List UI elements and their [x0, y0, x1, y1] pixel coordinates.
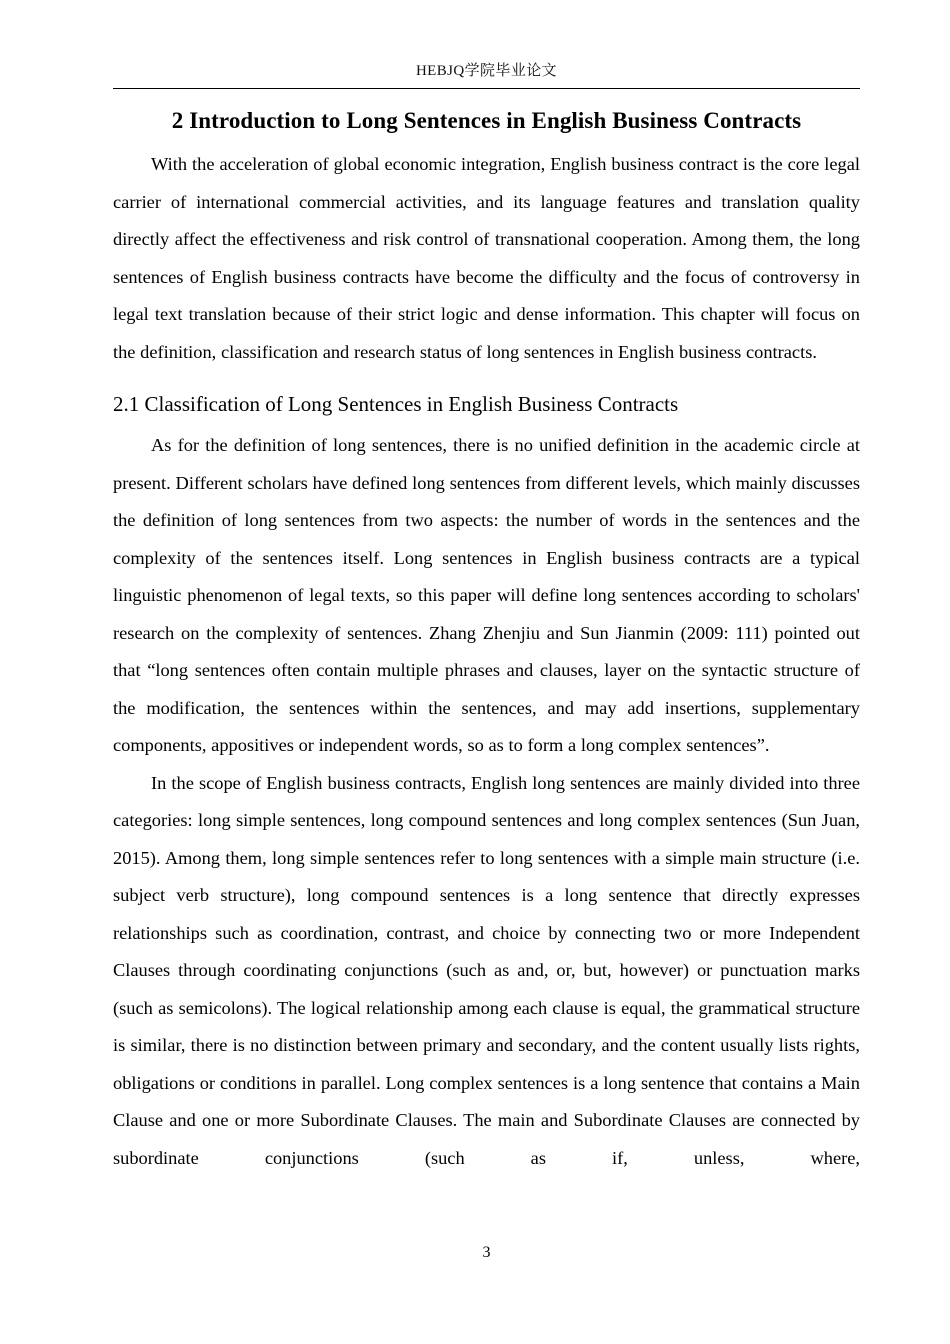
page-content	[113, 104, 860, 1177]
running-header-text: HEBJQ学院毕业论文	[415, 63, 558, 79]
paragraph-definition: As for the definition of long sentences, there is no unified definition in the academic circle at present. Different scholars have defined long sentences from different levels, which mainly discusses the definition of long sentences from two aspects: the number of words in the sentences and the complexity of the sentences itself. Long sentences in English business contracts are a typical linguistic phenomenon of legal texts, so this paper will define long sentences according to scholars' research on the complexity of sentences. Zhang Zhenjiu and Sun Jianmin (2009: 111) pointed out that “long sentences often contain multiple phrases and clauses, layer on the syntactic structure of the modification, the sentences within the sentences, and may add insertions, supplementary components, appositives or independent words, so as to form a long complex sentences”.	[113, 435, 860, 755]
section-heading-2-1: 2.1 Classification of Long Sentences in English Business Contracts	[113, 392, 679, 416]
running-header	[113, 62, 860, 81]
page-footer	[113, 1243, 860, 1263]
header-divider	[113, 88, 860, 89]
paragraph-categories: In the scope of English business contracts, English long sentences are mainly divided into three categories: long simple sentences, long compound sentences and long complex sentences (Sun Juan, 2015). Among them, long simple sentences refer to long sentences with a simple main structure (i.e. subject verb structure), long compound sentences is a long sentence that directly expresses relationships such as coordination, contrast, and choice by connecting two or more Independent Clauses through coordinating conjunctions (such as and, or, but, however) or punctuation marks (such as semicolons). The logical relationship among each clause is equal, the grammatical structure is similar, there is no distinction between primary and secondary, and the content usually lists rights, obligations or conditions in parallel. Long complex sentences is a long sentence that contains a Main Clause and one or more Subordinate Clauses. The main and Subordinate Clauses are connected by subordinate conjunctions (such as if, unless, where,	[113, 772, 860, 1168]
page-number: 3	[482, 1244, 491, 1261]
chapter-heading: 2 Introduction to Long Sentences in English Business Contracts	[171, 108, 802, 133]
paragraph-chapter-intro: With the acceleration of global economic integration, English business contract is the core legal carrier of international commercial activities, and its language features and translation quality directly affect the effectiveness and risk control of transnational cooperation. Among them, the long sentences of English business contracts have become the difficulty and the focus of controversy in legal text translation because of their strict logic and dense information. This chapter will focus on the definition, classification and research status of long sentences in English business contracts.	[113, 154, 860, 362]
